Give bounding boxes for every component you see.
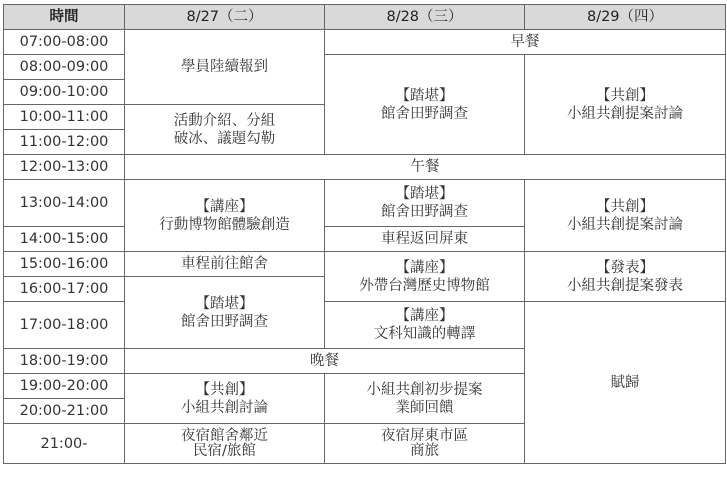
time-cell: 21:00- — [4, 424, 125, 464]
day3-cocreate1-tag: 【共創】 — [596, 87, 654, 104]
dinner-cell: 晚餐 — [125, 349, 525, 374]
day2-proposal — [325, 374, 525, 424]
day2-field-title: 館舍田野調查 — [381, 105, 468, 122]
day2-stay — [325, 424, 525, 464]
day1-intro-line1: 活動介紹、分組 — [173, 112, 276, 129]
time-cell: 19:00-20:00 — [4, 374, 125, 399]
day1-cocreate-title: 小組共創討論 — [181, 399, 268, 416]
day2-lecture1-title: 外帶台灣歷史博物館 — [359, 277, 490, 294]
day1-cocreate-tag: 【共創】 — [195, 381, 254, 398]
day1-stay-line2: 民宿/旅館 — [193, 442, 256, 459]
day1-travel-cell: 車程前往館舍 — [125, 252, 325, 277]
day1-stay-line1: 夜宿館舍鄰近 — [181, 427, 268, 444]
day2-field-study — [325, 55, 525, 155]
table-row — [4, 30, 726, 55]
time-cell: 08:00-09:00 — [4, 55, 125, 80]
time-cell: 10:00-11:00 — [4, 105, 125, 130]
schedule-table — [3, 4, 726, 464]
day1-lecture-tag: 【講座】 — [195, 198, 254, 215]
day1-lecture-title: 行動博物館體驗創造 — [159, 216, 290, 233]
day2-lecture1 — [325, 252, 525, 302]
day1-stay — [125, 424, 325, 464]
day2-stay-line1: 夜宿屏東市區 — [381, 427, 468, 444]
day2-lecture2-title: 文科知識的轉譯 — [373, 326, 476, 342]
day2-lecture1-tag: 【講座】 — [395, 259, 454, 276]
time-cell: 16:00-17:00 — [4, 277, 125, 302]
header-day1: 8/27（二） — [125, 5, 325, 30]
day3-cocreate-morning — [525, 55, 726, 155]
day1-intro-line2: 破冰、議題勾勒 — [173, 130, 276, 147]
header-day2: 8/28（三） — [325, 5, 525, 30]
day2-lecture2-tag: 【講座】 — [395, 308, 454, 324]
header-day3: 8/29（四） — [525, 5, 726, 30]
day1-lecture — [125, 180, 325, 252]
day3-presentation — [525, 252, 726, 302]
header-time: 時間 — [4, 5, 125, 30]
day2-return-cell: 車程返回屏東 — [325, 227, 525, 252]
time-cell: 15:00-16:00 — [4, 252, 125, 277]
table-row — [4, 55, 726, 80]
table-row — [4, 155, 726, 180]
day2-field-tag: 【踏堪】 — [395, 87, 454, 104]
day3-return-home: 賦歸 — [525, 302, 726, 464]
time-cell: 11:00-12:00 — [4, 130, 125, 155]
day1-registration: 學員陸續報到 — [125, 30, 325, 105]
day3-cocreate1-title: 小組共創提案討論 — [567, 105, 683, 122]
day2-field-study-afternoon — [325, 180, 525, 227]
day3-present-tag: 【發表】 — [596, 259, 654, 276]
day3-cocreate2-title: 小組共創提案討論 — [567, 216, 683, 233]
day3-cocreate2-tag: 【共創】 — [596, 198, 654, 215]
time-cell: 12:00-13:00 — [4, 155, 125, 180]
time-cell: 17:00-18:00 — [4, 302, 125, 349]
header-row — [4, 5, 726, 30]
day2-lecture2 — [325, 302, 525, 349]
day2-proposal-line1: 小組共創初步提案 — [366, 381, 483, 398]
day2-field2-tag: 【踏堪】 — [395, 186, 454, 202]
time-cell: 14:00-15:00 — [4, 227, 125, 252]
lunch-cell: 午餐 — [125, 155, 726, 180]
day1-field-title: 館舍田野調查 — [181, 313, 268, 330]
breakfast-cell: 早餐 — [325, 30, 726, 55]
time-cell: 13:00-14:00 — [4, 180, 125, 227]
day1-field-study — [125, 277, 325, 349]
table-row — [4, 302, 726, 349]
day2-proposal-line2: 業師回饋 — [395, 399, 454, 416]
time-cell: 18:00-19:00 — [4, 349, 125, 374]
day3-cocreate-afternoon — [525, 180, 726, 252]
table-row — [4, 252, 726, 277]
time-cell: 07:00-08:00 — [4, 30, 125, 55]
day1-cocreate — [125, 374, 325, 424]
table-row — [4, 180, 726, 227]
day2-field2-title: 館舍田野調查 — [381, 204, 468, 220]
time-cell: 09:00-10:00 — [4, 80, 125, 105]
day2-stay-line2: 商旅 — [410, 442, 439, 459]
day3-present-title: 小組共創提案發表 — [567, 277, 683, 294]
day1-field-tag: 【踏堪】 — [195, 295, 254, 312]
time-cell: 20:00-21:00 — [4, 399, 125, 424]
day1-intro — [125, 105, 325, 155]
